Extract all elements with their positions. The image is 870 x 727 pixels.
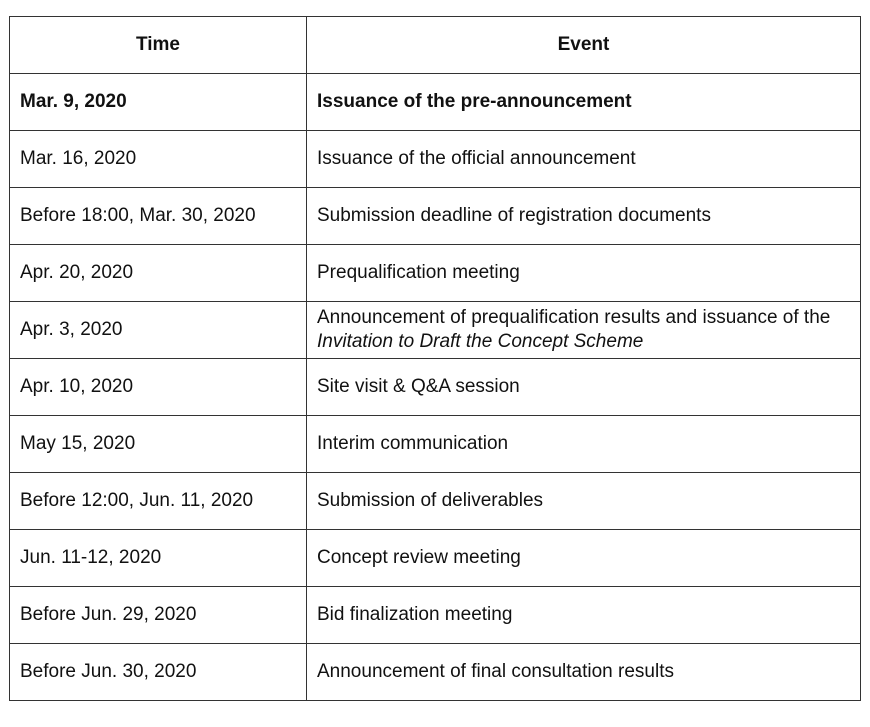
time-cell: Mar. 16, 2020 (10, 131, 307, 188)
time-cell: Mar. 9, 2020 (10, 74, 307, 131)
event-cell: Submission of deliverables (307, 473, 861, 530)
table-row (10, 245, 861, 302)
time-cell: Apr. 3, 2020 (10, 302, 307, 359)
event-cell: Concept review meeting (307, 530, 861, 587)
table-header-row (10, 17, 861, 74)
table-row (10, 302, 861, 359)
time-cell: Before 12:00, Jun. 11, 2020 (10, 473, 307, 530)
schedule-table (9, 16, 861, 701)
event-italic-title: Invitation to Draft the Concept Scheme (317, 331, 644, 352)
table-row (10, 188, 861, 245)
table-row (10, 587, 861, 644)
event-cell: Prequalification meeting (307, 245, 861, 302)
event-text: Announcement of prequalification results and issuance of the (317, 307, 831, 328)
time-cell: Jun. 11-12, 2020 (10, 530, 307, 587)
event-cell: Announcement of final consultation results (307, 644, 861, 701)
time-cell: Apr. 20, 2020 (10, 245, 307, 302)
table-row (10, 530, 861, 587)
event-cell: Site visit & Q&A session (307, 359, 861, 416)
table-row (10, 131, 861, 188)
time-cell: Apr. 10, 2020 (10, 359, 307, 416)
table-row (10, 473, 861, 530)
table-row (10, 74, 861, 131)
table-row (10, 644, 861, 701)
time-cell: Before 18:00, Mar. 30, 2020 (10, 188, 307, 245)
event-cell (307, 302, 861, 359)
event-cell: Interim communication (307, 416, 861, 473)
time-cell: Before Jun. 29, 2020 (10, 587, 307, 644)
table-row (10, 359, 861, 416)
event-cell: Issuance of the official announcement (307, 131, 861, 188)
column-header-event: Event (307, 17, 861, 74)
event-cell: Bid finalization meeting (307, 587, 861, 644)
event-cell: Issuance of the pre-announcement (307, 74, 861, 131)
column-header-time: Time (10, 17, 307, 74)
event-cell: Submission deadline of registration documents (307, 188, 861, 245)
time-cell: May 15, 2020 (10, 416, 307, 473)
time-cell: Before Jun. 30, 2020 (10, 644, 307, 701)
table-row (10, 416, 861, 473)
